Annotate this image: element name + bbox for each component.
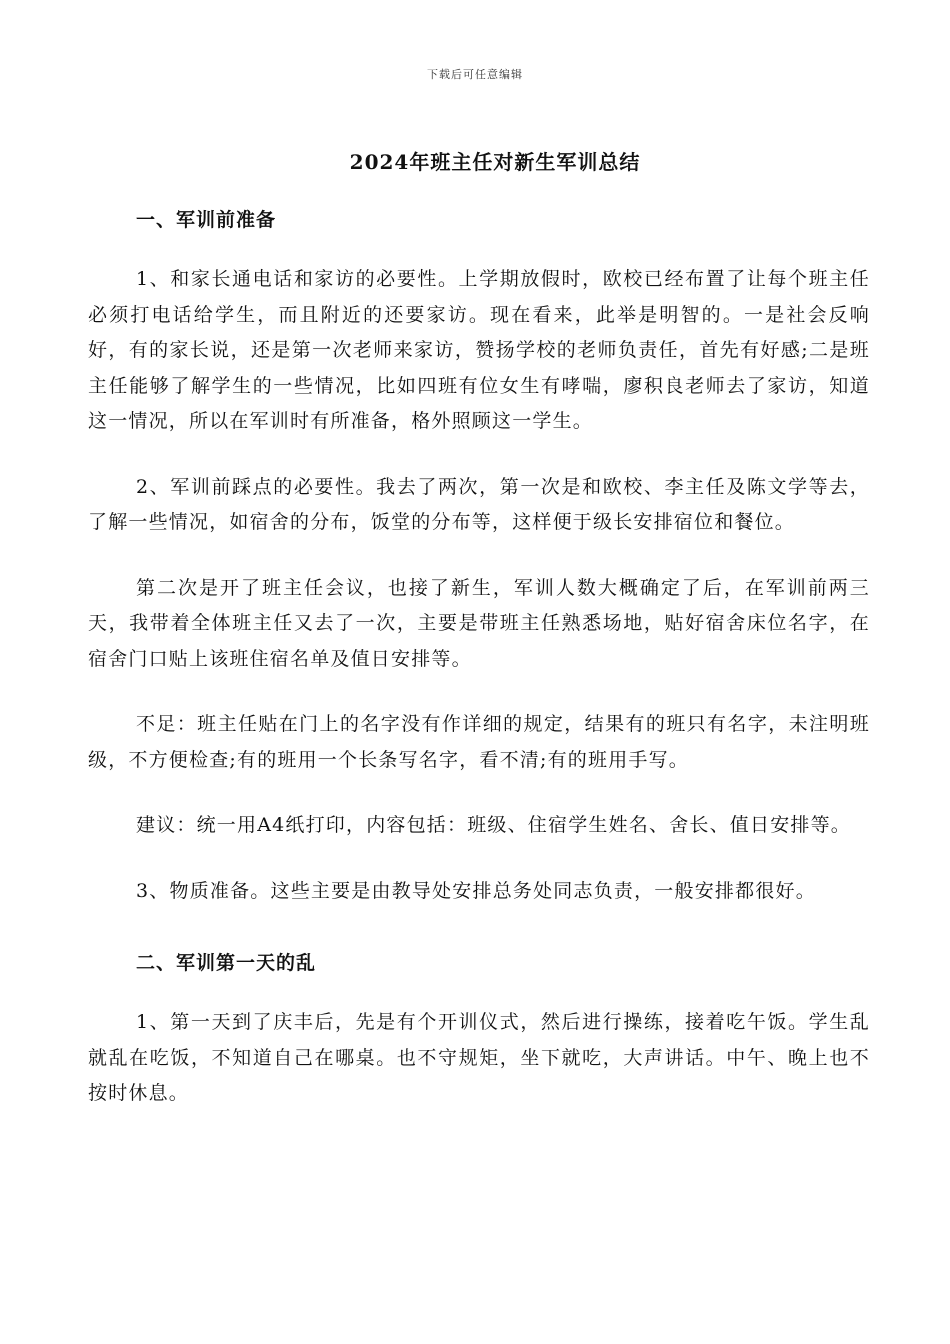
paragraph: 不足：班主任贴在门上的名字没有作详细的规定，结果有的班只有名字，未注明班级，不方便检查;有的班用一个长条写名字，看不清;有的班用手写。	[88, 713, 870, 771]
section-heading-1: 一、军训前准备	[136, 209, 277, 231]
document-title: 2024年班主任对新生军训总结	[349, 150, 641, 174]
header-note: 下载后可任意编辑	[427, 68, 523, 81]
paragraph: 1、第一天到了庆丰后，先是有个开训仪式，然后进行操练，接着吃午饭。学生乱就乱在吃饭，不知道自己在哪桌。也不守规矩，坐下就吃，大声讲话。中午、晚上也不按时休息。	[88, 1011, 870, 1104]
paragraph: 建议：统一用A4纸打印，内容包括：班级、住宿学生姓名、舍长、值日安排等。	[136, 814, 852, 836]
document-body	[88, 196, 870, 1112]
paragraph: 2、军训前踩点的必要性。我去了两次，第一次是和欧校、李主任及陈文学等去，了解一些情况，如宿舍的分布，饭堂的分布等，这样便于级长安排宿位和餐位。	[88, 475, 870, 533]
paragraph: 第二次是开了班主任会议，也接了新生，军训人数大概确定了后，在军训前两三天，我带着全体班主任又去了一次，主要是带班主任熟悉场地，贴好宿舍床位名字，在宿舍门口贴上该班住宿名单及值日安排等。	[88, 576, 870, 670]
paragraph: 1、和家长通电话和家访的必要性。上学期放假时，欧校已经布置了让每个班主任必须打电话给学生，而且附近的还要家访。现在看来，此举是明智的。一是社会反响好，有的家长说，还是第一次老师来家访，赞扬学校的老师负责任，首先有好感;二是班主任能够了解学生的一些情况，比如四班有位女生有哮喘，廖积良老师去了家访，知道这一情况，所以在军训时有所准备，格外照顾这一学生。	[88, 268, 870, 432]
paragraph: 3、物质准备。这些主要是由教导处安排总务处同志负责，一般安排都很好。	[136, 879, 816, 902]
section-heading-2: 二、军训第一天的乱	[136, 952, 317, 974]
